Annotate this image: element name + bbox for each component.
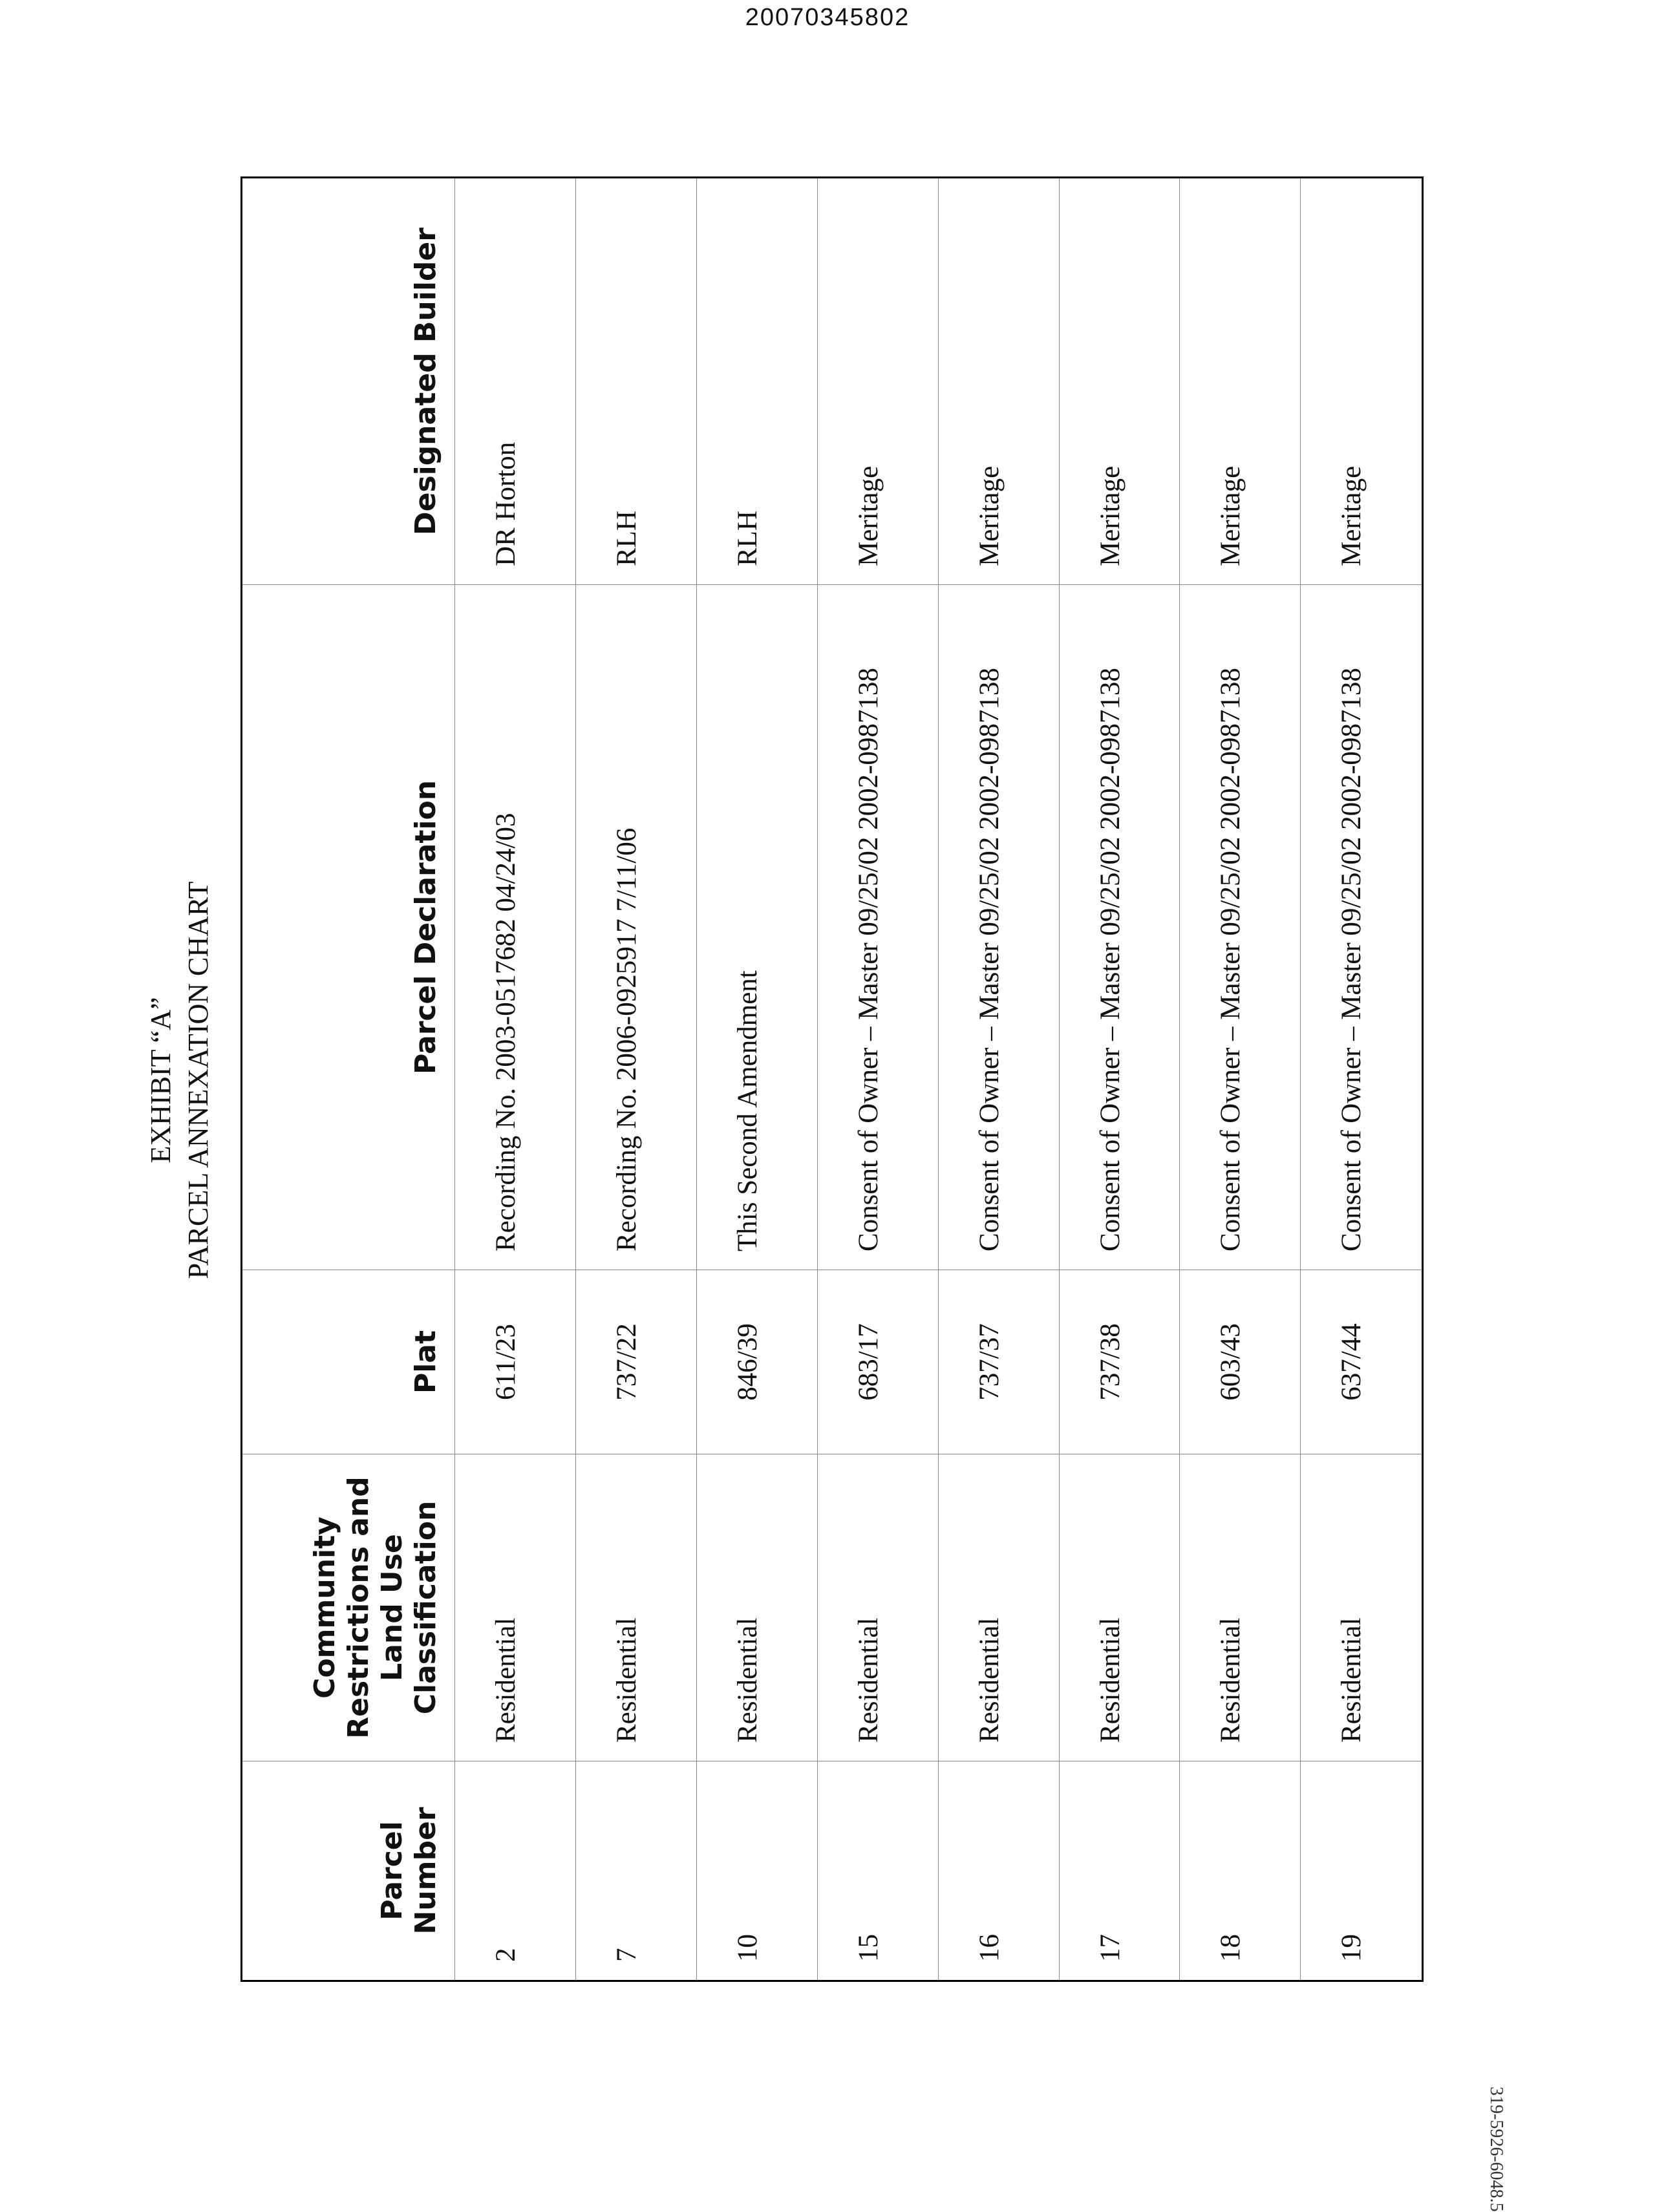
cell-declaration: Consent of Owner – Master 09/25/02 2002-0987138 (817, 585, 938, 1270)
cell-builder: RLH (696, 178, 817, 585)
cell-builder: Meritage (1059, 178, 1180, 585)
cell-builder: Meritage (1301, 178, 1423, 585)
cell-builder: RLH (575, 178, 696, 585)
header-declaration: Parcel Declaration (242, 585, 455, 1270)
cell-classification: Residential (1059, 1454, 1180, 1761)
table-row (817, 178, 938, 1981)
table-header-row (242, 178, 455, 1981)
exhibit-heading: EXHIBIT “A” (145, 997, 176, 1164)
cell-parcel: 7 (575, 1761, 696, 1981)
table-row (1301, 178, 1423, 1981)
cell-parcel: 18 (1180, 1761, 1301, 1981)
cell-declaration: Recording No. 2006-0925917 7/11/06 (575, 585, 696, 1270)
annexation-table (240, 176, 1424, 1982)
cell-classification: Residential (938, 1454, 1059, 1761)
cell-plat: 637/44 (1301, 1270, 1423, 1454)
cell-declaration: Consent of Owner – Master 09/25/02 2002-0987138 (1180, 585, 1301, 1270)
header-classification: Community Restrictions and Land Use Classification (242, 1454, 455, 1761)
cell-builder: Meritage (938, 178, 1059, 585)
cell-classification: Residential (575, 1454, 696, 1761)
cell-plat: 611/23 (455, 1270, 576, 1454)
cell-declaration: Consent of Owner – Master 09/25/02 2002-0987138 (1059, 585, 1180, 1270)
cell-builder: DR Horton (455, 178, 576, 585)
cell-classification: Residential (817, 1454, 938, 1761)
cell-parcel: 15 (817, 1761, 938, 1981)
cell-parcel: 10 (696, 1761, 817, 1981)
table-row (1180, 178, 1301, 1981)
table-row (575, 178, 696, 1981)
exhibit-title (142, 178, 239, 1982)
cell-classification: Residential (455, 1454, 576, 1761)
table-row (696, 178, 817, 1981)
document-number: 20070345802 (745, 4, 910, 31)
cell-parcel: 17 (1059, 1761, 1180, 1981)
cell-parcel: 2 (455, 1761, 576, 1981)
cell-plat: 737/37 (938, 1270, 1059, 1454)
side-reference-code: 319-5926-6048.5 (1486, 2087, 1506, 2212)
cell-plat: 683/17 (817, 1270, 938, 1454)
cell-plat: 603/43 (1180, 1270, 1301, 1454)
cell-declaration: Consent of Owner – Master 09/25/02 2002-0987138 (1301, 585, 1423, 1270)
cell-declaration: This Second Amendment (696, 585, 817, 1270)
table-row (1059, 178, 1180, 1981)
cell-builder: Meritage (817, 178, 938, 585)
table-row (455, 178, 576, 1981)
cell-declaration: Consent of Owner – Master 09/25/02 2002-0987138 (938, 585, 1059, 1270)
cell-declaration: Recording No. 2003-0517682 04/24/03 (455, 585, 576, 1270)
cell-classification: Residential (1301, 1454, 1423, 1761)
cell-plat: 846/39 (696, 1270, 817, 1454)
annexation-chart (240, 178, 1424, 1982)
chart-title: PARCEL ANNEXATION CHART (182, 881, 214, 1279)
table-row (938, 178, 1059, 1981)
header-parcel-number: Parcel Number (242, 1761, 455, 1981)
cell-classification: Residential (696, 1454, 817, 1761)
cell-plat: 737/38 (1059, 1270, 1180, 1454)
header-plat: Plat (242, 1270, 455, 1454)
cell-parcel: 19 (1301, 1761, 1423, 1981)
cell-plat: 737/22 (575, 1270, 696, 1454)
header-builder: Designated Builder (242, 178, 455, 585)
cell-classification: Residential (1180, 1454, 1301, 1761)
rotated-page-content (142, 178, 1448, 1982)
cell-builder: Meritage (1180, 178, 1301, 585)
cell-parcel: 16 (938, 1761, 1059, 1981)
